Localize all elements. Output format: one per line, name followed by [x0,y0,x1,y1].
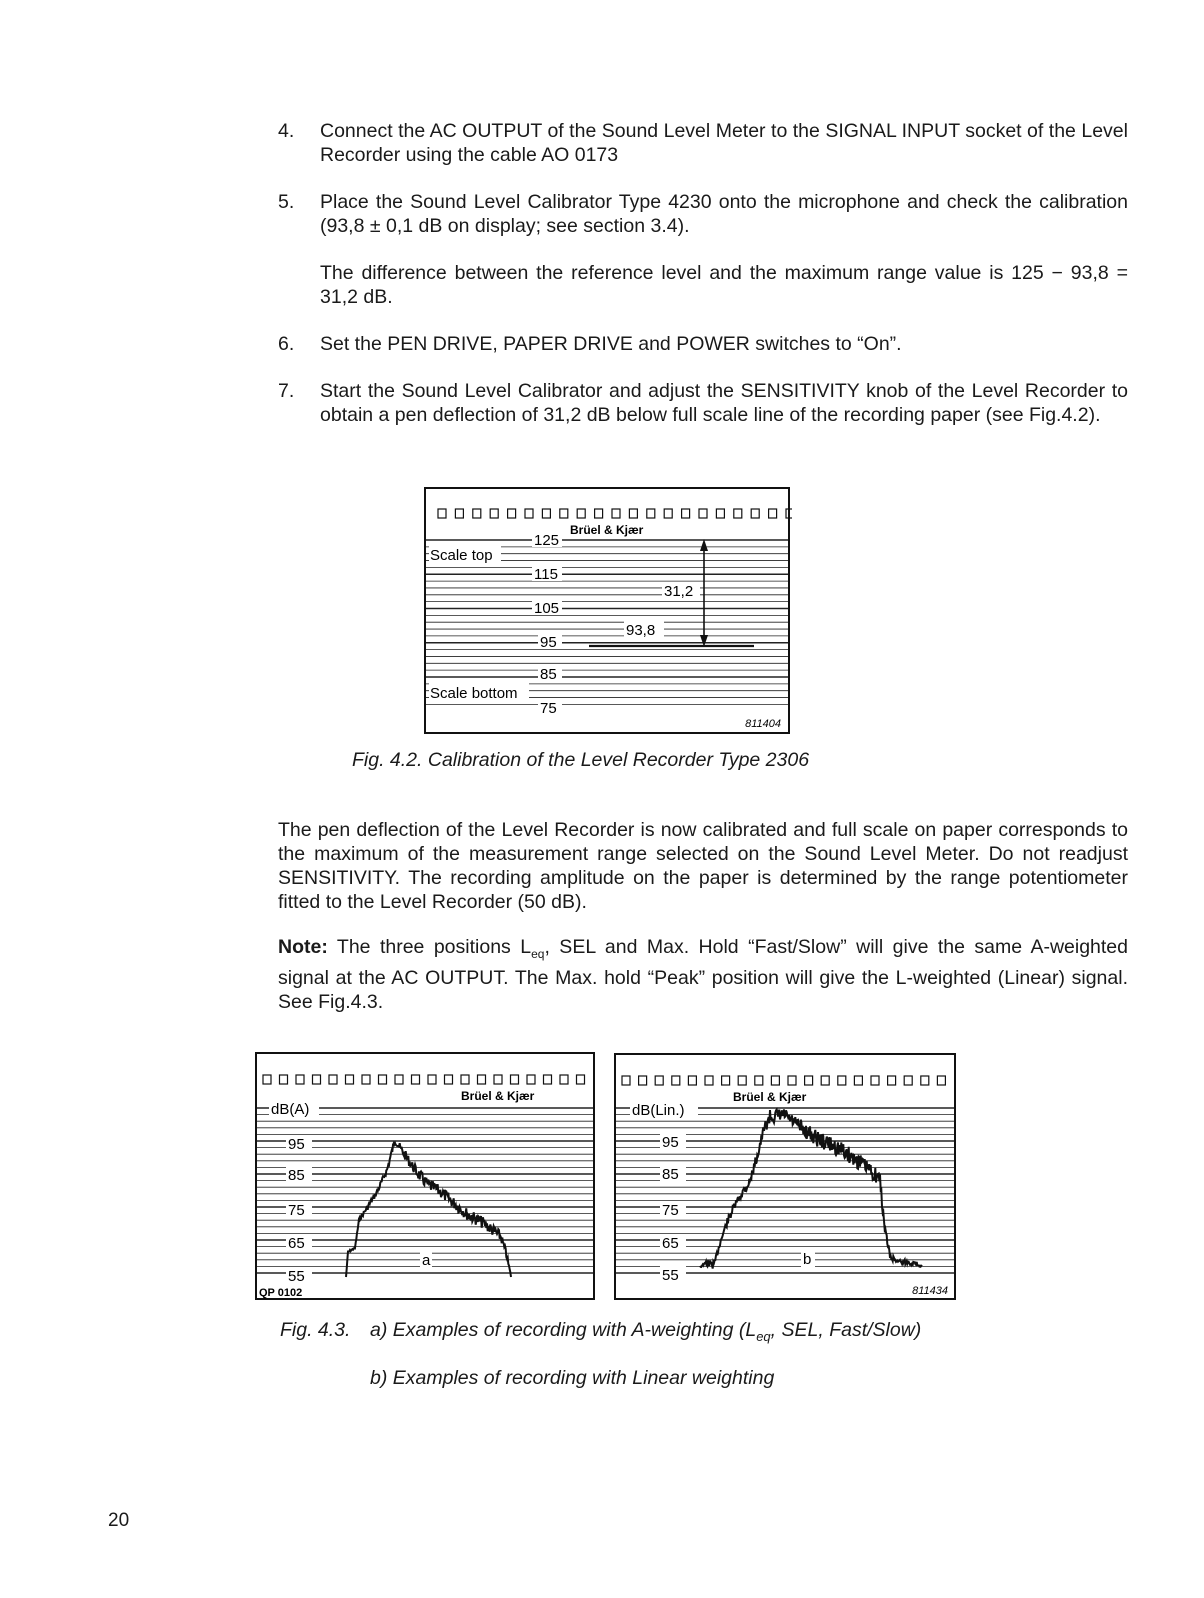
level-75: 75 [288,1202,305,1219]
step-number: 7. [278,380,295,402]
step-text: Start the Sound Level Calibrator and adjust the SENSITIVITY knob of the Level Recorder to obtain a pen deflection of 31,2 dB below full scale line of the recording paper (see Fig.4.2). [320,380,1128,426]
level-115: 115 [534,566,558,583]
fig-4-3-caption-b: b) Examples of recording with Linear weighting [370,1367,775,1389]
step-text: Place the Sound Level Calibrator Type 4230 onto the microphone and check the calibration (93,8 ± 0,1 dB on display; see section 3.4). [320,191,1128,237]
scale-bottom-label: Scale bottom [430,685,518,702]
caption-a-subscript: eq [756,1328,771,1344]
fig-4-2-calibration-chart [424,487,792,737]
step-number: 6. [278,333,295,355]
reference-value-label: 93,8 [626,622,656,639]
note-label: Note: [278,936,328,958]
level-95: 95 [540,634,557,651]
figure-code: 811434 [912,1285,948,1297]
level-55: 55 [662,1267,679,1284]
unit-label: dB(Lin.) [632,1102,685,1119]
step-text: Connect the AC OUTPUT of the Sound Level Meter to the SIGNAL INPUT socket of the Level Recorder using the cable AO 0173 [320,120,1128,166]
note-paragraph [278,935,1128,1014]
level-55: 55 [288,1268,305,1285]
series-label-b: b [803,1251,812,1268]
fig-4-3b-recording [614,1053,958,1303]
scale-top-label: Scale top [430,547,493,564]
step-text: Set the PEN DRIVE, PAPER DRIVE and POWER switches to “On”. [320,333,902,355]
level-95: 95 [662,1134,679,1151]
level-85: 85 [662,1166,679,1183]
level-75: 75 [662,1202,679,1219]
unit-label: dB(A) [271,1101,310,1118]
level-125: 125 [534,532,560,549]
page-number: 20 [108,1510,130,1531]
caption-a-text-after: , SEL, Fast/Slow) [770,1319,922,1341]
level-65: 65 [662,1235,679,1252]
series-label-a: a [422,1252,431,1269]
step-number: 5. [278,191,295,213]
note-text-before: The three positions L [327,936,532,958]
range-value-label: 31,2 [664,583,694,600]
brand-label: Brüel & Kjær [461,1089,535,1103]
fig-4-3a-recording [255,1052,597,1302]
level-95: 95 [288,1136,305,1153]
figure-code: 811404 [745,718,781,730]
brand-label: Brüel & Kjær [733,1090,807,1104]
level-85: 85 [288,1167,305,1184]
figure-code: QP 0102 [259,1287,303,1299]
caption-a-text: a) Examples of recording with A-weighting (L [370,1319,757,1341]
brand-label: Brüel & Kjær [570,523,644,537]
level-75: 75 [540,700,557,717]
note-subscript: eq [531,946,545,961]
fig-4-3-caption-a [370,1318,940,1349]
step-number: 4. [278,120,295,142]
fig-4-3-caption-number: Fig. 4.3. [280,1319,351,1341]
level-85: 85 [540,666,557,683]
note-text-after: , SEL and Max. Hold “Fast/Slow” will give the same A-weighted signal at the AC OUTPUT. The Max. hold “Peak” position will give the L-weighted (Linear) signal. See Fig.4.3. [278,936,1128,1013]
fig-4-2-caption: Fig. 4.2. Calibration of the Level Recorder Type 2306 [352,749,810,771]
level-105: 105 [534,600,560,617]
calibration-paragraph: The pen deflection of the Level Recorder is now calibrated and full scale on paper corresponds to the maximum of the measurement range selected on the Sound Level Meter. Do not readjust SENSITIVITY. The recording amplitude on the paper is determined by the range potentiometer fitted to the Level Recorder (50 dB). [278,819,1128,913]
level-65: 65 [288,1235,305,1252]
step-subtext: The difference between the reference level and the maximum range value is 125 − 93,8 = 31,2 dB. [320,262,1128,308]
